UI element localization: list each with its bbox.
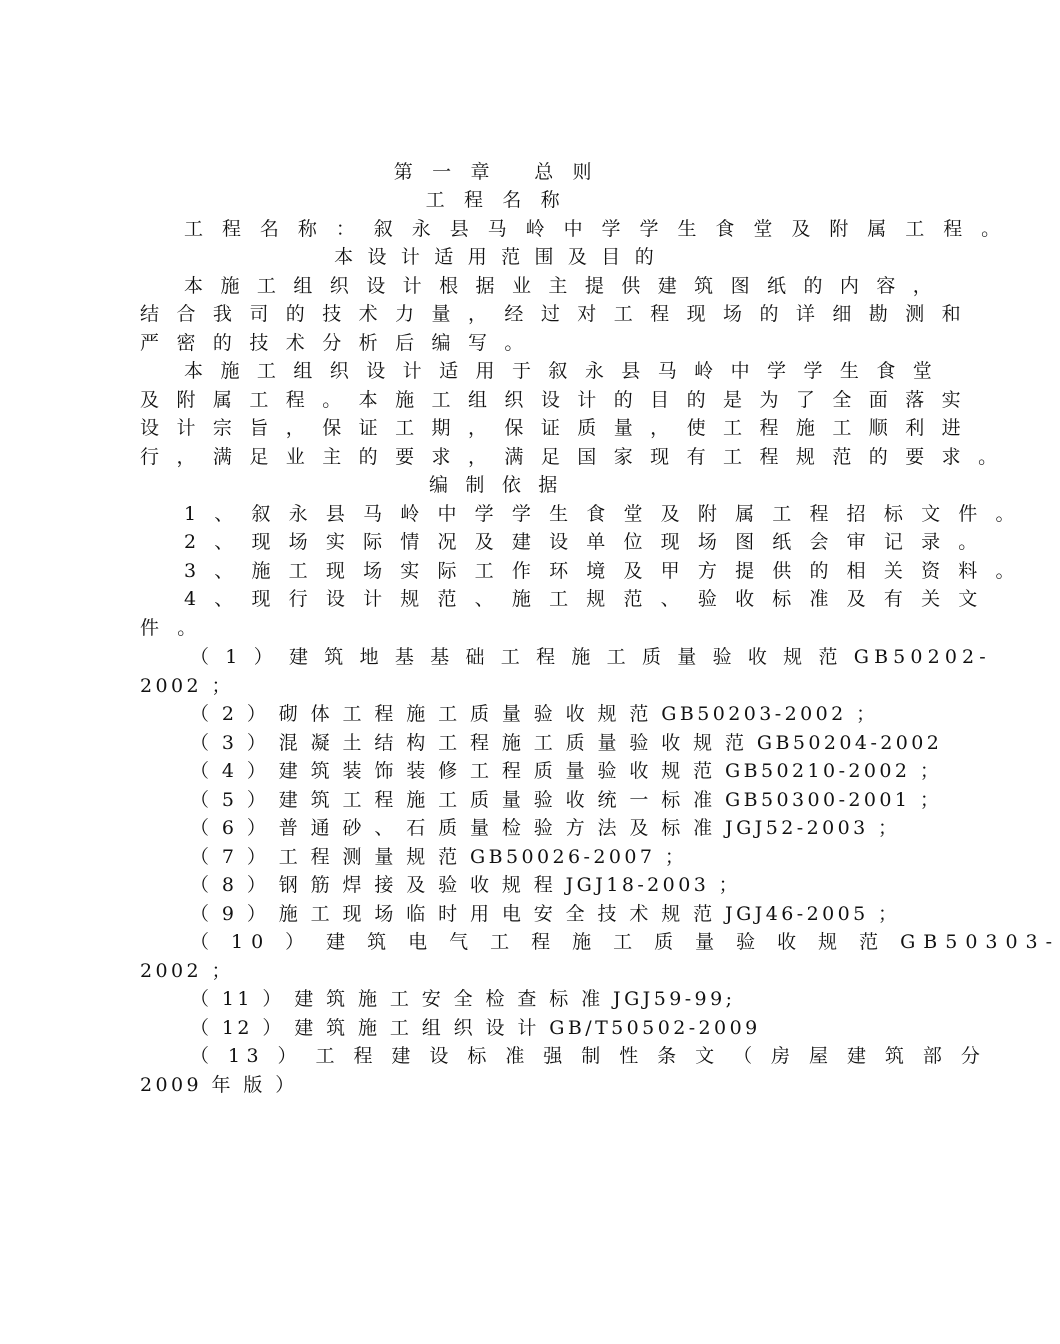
scope-heading: 本 设 计 适 用 范 围 及 目 的 xyxy=(334,246,658,268)
standard-item: （ 10 ） 建 筑 电 气 工 程 施 工 质 量 验 收 规 范 GB50303- xyxy=(190,931,1060,953)
basis-item: 件 。 xyxy=(140,617,203,639)
paragraph-line: 本 施 工 组 织 设 计 根 据 业 主 提 供 建 筑 图 纸 的 内 容 ， xyxy=(184,275,938,297)
paragraph-line: 设 计 宗 旨 ， 保 证 工 期 ， 保 证 质 量 ， 使 工 程 施 工 顺 利 进 xyxy=(140,417,967,439)
project-name-heading: 工 程 名 称 xyxy=(425,189,567,211)
standard-item: （ 13 ） 工 程 建 设 标 准 强 制 性 条 文 （ 房 屋 建 筑 部 分 xyxy=(190,1045,987,1067)
standard-item: 2009 年 版 ） xyxy=(140,1074,298,1096)
standard-item: （ 12 ） 建 筑 施 工 组 织 设 计 GB/T50502-2009 xyxy=(190,1017,761,1039)
standard-item: 2002 ； xyxy=(140,960,234,982)
basis-item: 2 、 现 场 实 际 情 况 及 建 设 单 位 现 场 图 纸 会 审 记 录 。 xyxy=(184,531,984,553)
standard-item: （ 3 ） 混 凝 土 结 构 工 程 施 工 质 量 验 收 规 范 GB50204-2002 xyxy=(190,732,943,754)
paragraph-line: 行 ， 满 足 业 主 的 要 求 ， 满 足 国 家 现 有 工 程 规 范 的 要 求 。 xyxy=(140,446,1003,468)
paragraph-line: 结 合 我 司 的 技 术 力 量 ， 经 过 对 工 程 现 场 的 详 细 勘 测 和 xyxy=(140,303,967,325)
project-name-line: 工 程 名 称 ： 叙 永 县 马 岭 中 学 学 生 食 堂 及 附 属 工 程 。 xyxy=(184,218,1007,240)
standard-item: （ 11 ） 建 筑 施 工 安 全 检 查 标 准 JGJ59-99; xyxy=(190,988,736,1010)
standard-item: （ 1 ） 建 筑 地 基 基 础 工 程 施 工 质 量 验 收 规 范 GB50202- xyxy=(190,646,991,668)
standard-item: （ 4 ） 建 筑 装 饰 装 修 工 程 质 量 验 收 规 范 GB50210-2002 ； xyxy=(190,760,943,782)
basis-item: 3 、 施 工 现 场 实 际 工 作 环 境 及 甲 方 提 供 的 相 关 资 料 。 xyxy=(184,560,1021,582)
basis-item: 4 、 现 行 设 计 规 范 、 施 工 规 范 、 验 收 标 准 及 有 关 文 xyxy=(184,588,984,610)
standard-item: （ 9 ） 施 工 现 场 临 时 用 电 安 全 技 术 规 范 JGJ46-2005 ； xyxy=(190,903,901,925)
paragraph-line: 本 施 工 组 织 设 计 适 用 于 叙 永 县 马 岭 中 学 学 生 食 堂 xyxy=(184,360,938,382)
standard-item: （ 6 ） 普 通 砂 、 石 质 量 检 验 方 法 及 标 准 JGJ52-2003 ； xyxy=(190,817,901,839)
paragraph-line: 严 密 的 技 术 分 析 后 编 写 。 xyxy=(140,332,530,354)
standard-item: （ 5 ） 建 筑 工 程 施 工 质 量 验 收 统 一 标 准 GB50300-2001 ； xyxy=(190,789,943,811)
basis-heading: 编 制 依 据 xyxy=(428,474,564,496)
standard-item: （ 7 ） 工 程 测 量 规 范 GB50026-2007 ； xyxy=(190,846,688,868)
basis-item: 1 、 叙 永 县 马 岭 中 学 学 生 食 堂 及 附 属 工 程 招 标 文 件 。 xyxy=(184,503,1021,525)
paragraph-line: 及 附 属 工 程 。 本 施 工 组 织 设 计 的 目 的 是 为 了 全 面 落 实 xyxy=(140,389,967,411)
chapter-title: 第 一 章 总 则 xyxy=(393,161,599,183)
standard-item: （ 2 ） 砌 体 工 程 施 工 质 量 验 收 规 范 GB50203-2002 ； xyxy=(190,703,879,725)
standard-item: （ 8 ） 钢 筋 焊 接 及 验 收 规 程 JGJ18-2003 ； xyxy=(190,874,742,896)
standard-item: 2002 ； xyxy=(140,675,234,697)
